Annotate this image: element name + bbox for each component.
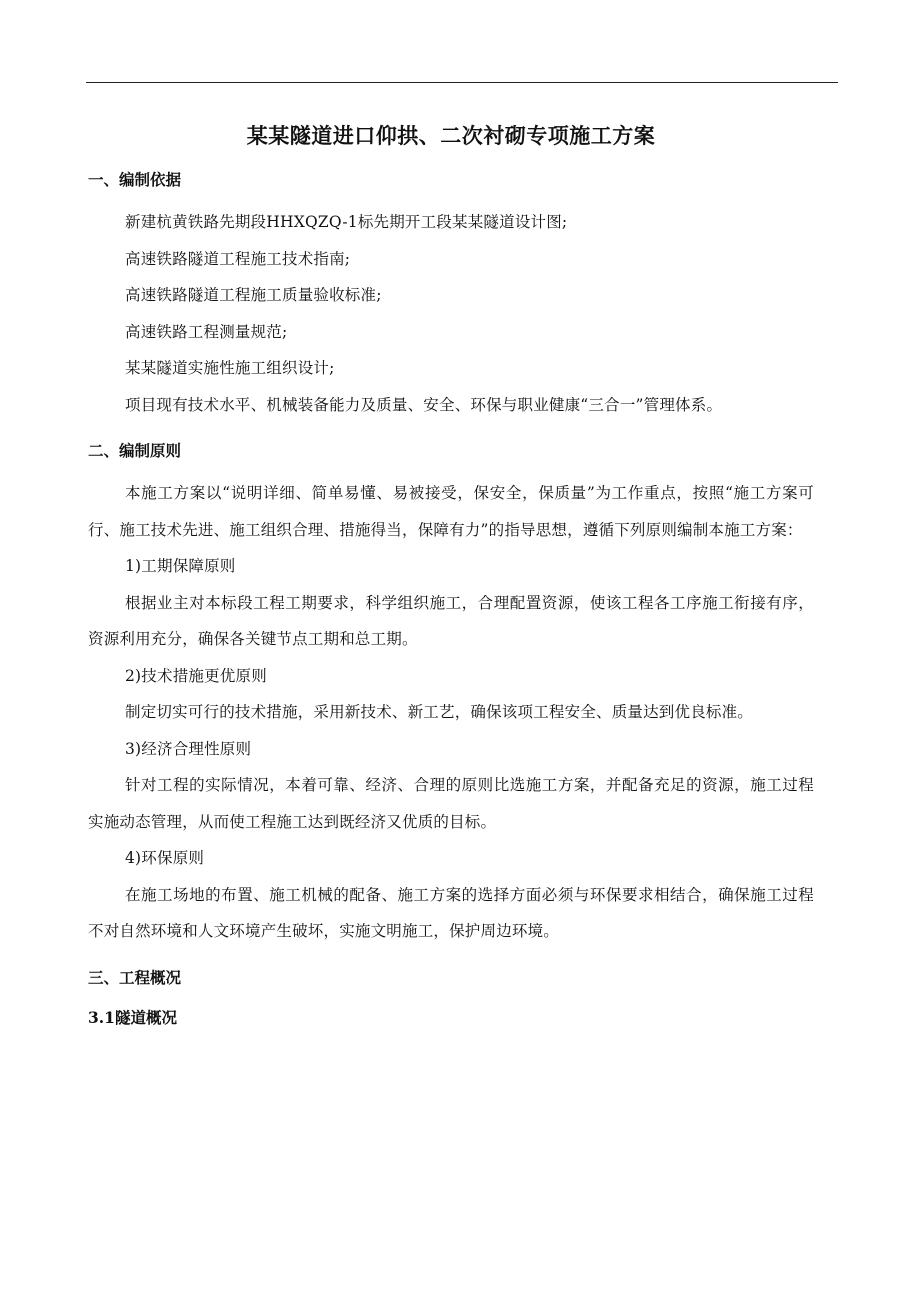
principle-text: 根据业主对本标段工程工期要求，科学组织施工，合理配置资源，使该工程各工序施工衔接有序，资源利用充分，确保各关键节点工期和总工期。 <box>88 593 814 648</box>
subsection-heading-tunnel-overview: 3.1隧道概况 <box>88 1007 177 1027</box>
basis-item: 某某隧道实施性施工组织设计; <box>125 359 335 377</box>
principle-label: 3)经济合理性原则 <box>125 739 252 758</box>
section-heading-overview: 三、工程概况 <box>88 967 182 987</box>
basis-item: 项目现有技术水平、机械装备能力及质量、安全、环保与职业健康“三合一”管理体系。 <box>125 395 723 414</box>
principle-text: 在施工场地的布置、施工机械的配备、施工方案的选择方面必须与环保要求相结合，确保施工过程不对自然环境和人文环境产生破坏，实施文明施工，保护周边环境。 <box>88 885 814 940</box>
principles-intro: 本施工方案以“说明详细、简单易懂、易被接受，保安全，保质量”为工作重点，按照“施工方案可行、施工技术先进、施工组织合理、措施得当，保障有力”的指导思想，遵循下列原则编制本施工方案： <box>88 484 814 539</box>
basis-item: 新建杭黄铁路先期段HHXQZQ-1标先期开工段某某隧道设计图; <box>125 213 568 231</box>
principle-label: 1)工期保障原则 <box>125 557 236 575</box>
principle-label: 4)环保原则 <box>125 849 205 867</box>
basis-item: 高速铁路隧道工程施工技术指南; <box>125 249 351 268</box>
document-title: 某某隧道进口仰拱、二次衬砌专项施工方案 <box>246 123 656 148</box>
header-rule <box>86 82 838 83</box>
principle-text: 针对工程的实际情况，本着可靠、经济、合理的原则比选施工方案，并配备充足的资源，施工过程实施动态管理，从而使工程施工达到既经济又优质的目标。 <box>88 776 814 831</box>
principle-text: 制定切实可行的技术措施，采用新技术、新工艺，确保该项工程安全、质量达到优良标准。 <box>125 703 754 721</box>
principle-label: 2)技术措施更优原则 <box>125 666 267 685</box>
basis-item: 高速铁路隧道工程施工质量验收标准; <box>125 286 382 304</box>
section-heading-basis: 一、编制依据 <box>88 170 182 189</box>
document-body <box>88 112 814 1034</box>
basis-item: 高速铁路工程测量规范; <box>125 322 288 341</box>
section-heading-principles: 二、编制原则 <box>88 441 182 460</box>
